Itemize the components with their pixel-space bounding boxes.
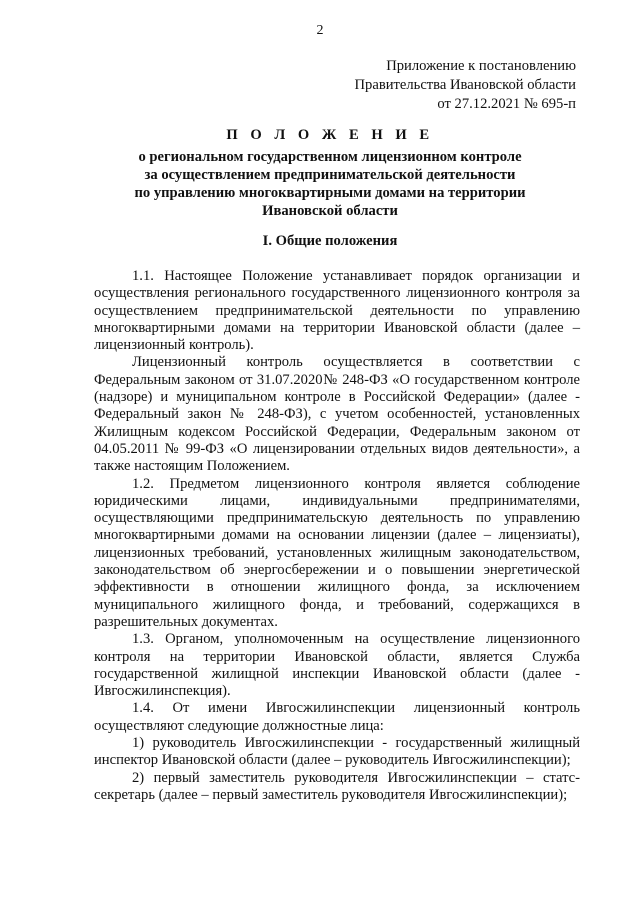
page-number: 2 — [316, 23, 324, 38]
title-line-3: по управлению многоквартирными домами на территории — [134, 185, 526, 201]
paragraph-1-3: 1.3. Органом, уполномоченным на осуществление лицензионного контроля на территории Ивановской области, является Служба государственной жилищной инспекции Ивановской области (далее - Ивгосжилинспекция). — [94, 631, 580, 700]
paragraph-1-4: 1.4. От имени Ивгосжилинспекции лицензионный контроль осуществляют следующие должностные лица: — [94, 700, 580, 734]
title-heading: П О Л О Ж Е Н И Е — [226, 127, 434, 143]
appendix-line-2: Правительства Ивановской области — [354, 77, 576, 93]
document-body — [94, 268, 580, 804]
paragraph-1-1: 1.1. Настоящее Положение устанавливает порядок организации и осуществления регионального государственного лицензионного контроля за осуществлением предпринимательской деятельности по управлению многоквартирными домами на территории Ивановской области (далее – лицензионный контроль). — [94, 268, 580, 354]
list-item-2: 2) первый заместитель руководителя Ивгосжилинспекции – статс-секретарь (далее – первый заместитель руководителя Ивгосжилинспекции); — [94, 769, 580, 803]
document-title — [84, 126, 576, 220]
appendix-line-1: Приложение к постановлению — [386, 58, 576, 74]
title-line-4: Ивановской области — [262, 203, 398, 219]
paragraph-1-2: 1.2. Предметом лицензионного контроля является соблюдение юридическими лицами, индивидуальными предпринимателями, осуществляющими предпринимательскую деятельность по управлению многоквартирными домами на основании лицензии (далее – лицензиаты), лицензионных требований, установленных жилищным законодательством, законодательством об энергосбережении и о повышении энергетической эффективности в отношении жилищного фонда, за исключением муниципального жилищного фонда, и требований, содержащихся в разрешительных документах. — [94, 475, 580, 630]
section-title: I. Общие положения — [262, 233, 398, 249]
title-line-2: за осуществлением предпринимательской деятельности — [144, 167, 516, 183]
appendix-line-3: от 27.12.2021 № 695-п — [437, 96, 576, 112]
list-item-1: 1) руководитель Ивгосжилинспекции - государственный жилищный инспектор Ивановской области (далее – руководитель Ивгосжилинспекции); — [94, 735, 580, 769]
title-line-1: о региональном государственном лицензионном контроле — [138, 149, 522, 165]
paragraph-control-basis: Лицензионный контроль осуществляется в соответствии с Федеральным законом от 31.07.2020№ 248-ФЗ «О государственном контроле (надзоре) и муниципальном контроле в Российской Федерации» (далее - Федеральный закон № 248-ФЗ), с учетом особенностей, установленных Жилищным кодексом Российской Федерации, Федеральным законом от 04.05.2011 № 99-ФЗ «О лицензировании отдельных видов деятельности», а также настоящим Положением. — [94, 354, 580, 475]
appendix-reference — [355, 57, 576, 114]
